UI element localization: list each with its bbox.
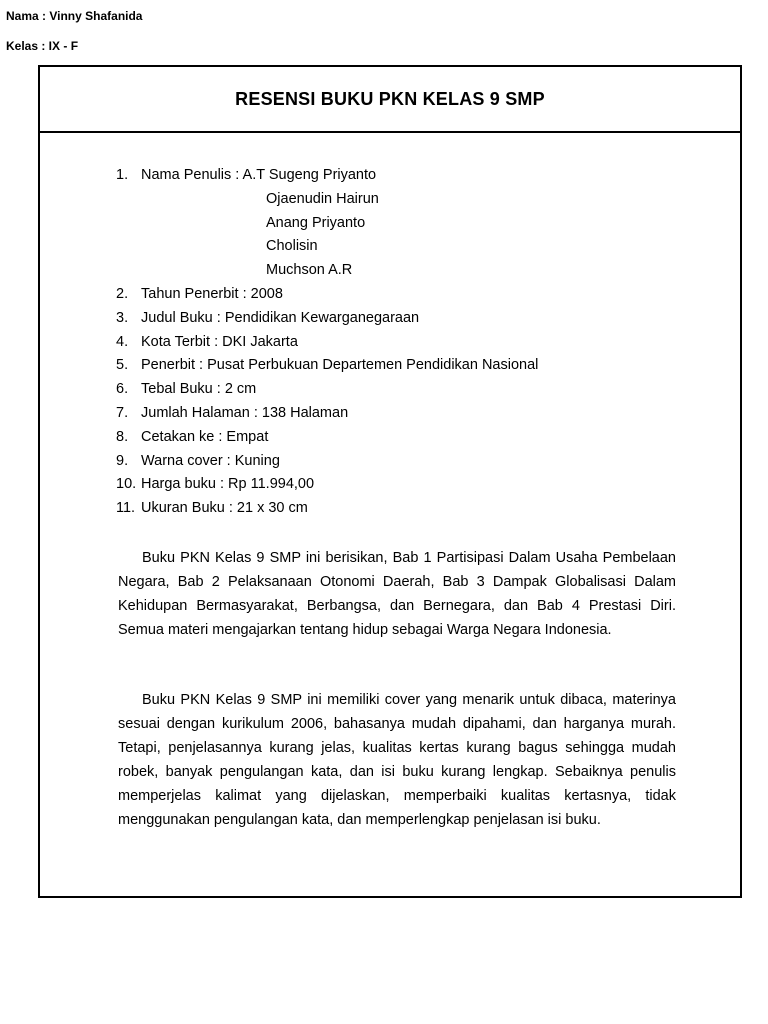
detail-item-pages [116, 402, 676, 426]
detail-text: Jumlah Halaman : 138 Halaman [141, 404, 349, 421]
detail-item-edition [116, 426, 676, 450]
detail-text: Penerbit : Pusat Perbukuan Departemen Pendidikan Nasional [141, 357, 539, 374]
detail-text: Tahun Penerbit : 2008 [141, 285, 283, 302]
detail-number: 4. [116, 333, 129, 350]
detail-item-price [116, 473, 676, 497]
detail-number: 10. [116, 476, 137, 493]
detail-item-title [116, 307, 676, 331]
detail-item-thickness [116, 378, 676, 402]
student-class: Kelas : IX - F [6, 39, 79, 53]
detail-number: 7. [116, 404, 129, 421]
detail-item-year [116, 283, 676, 307]
detail-number: 9. [116, 452, 129, 469]
co-author: Cholisin [266, 238, 318, 255]
detail-number: 2. [116, 285, 129, 302]
detail-number: 5. [116, 357, 129, 374]
review-paragraph-content: Buku PKN Kelas 9 SMP ini berisikan, Bab 1 Partisipasi Dalam Usaha Pembelaan Negara, Bab 2 Pelaksanaan Otonomi Daerah, Bab 3 Dampak Globalisasi Dalam Kehidupan Bermasyarakat, Berbangsa, dan Bernegara, dan Bab 4 Prestasi Diri. Semua materi mengajarkan tentang hidup sebagai Warga Negara Indonesia. [118, 550, 676, 638]
detail-item-publisher [116, 354, 676, 378]
detail-item-author [116, 164, 676, 188]
detail-item-size [116, 497, 676, 521]
detail-text: Cetakan ke : Empat [141, 428, 269, 445]
detail-item-city [116, 331, 676, 355]
title-bar [40, 67, 740, 133]
detail-text: Judul Buku : Pendidikan Kewarganegaraan [141, 309, 420, 326]
review-paragraph-evaluation: Buku PKN Kelas 9 SMP ini memiliki cover yang menarik untuk dibaca, materinya sesuai dengan kurikulum 2006, bahasanya mudah dipahami, dan harganya murah. Tetapi, penjelasannya kurang jelas, kualitas kertas kurang bagus sehingga mudah robek, banyak pengulangan kata, dan isi buku kurang lengkap. Sebaiknya penulis memperjelas kalimat yang dijelaskan, memperbaiki kualitas kertasnya, tidak menggunakan pengulangan kata, dan memperlengkap penjelasan isi buku. [118, 692, 676, 828]
co-author: Ojaenudin Hairun [266, 190, 379, 207]
book-details-list [116, 164, 676, 521]
detail-text: Warna cover : Kuning [141, 452, 280, 469]
detail-text: Tebal Buku : 2 cm [141, 381, 257, 398]
detail-number: 8. [116, 428, 129, 445]
detail-number: 11. [116, 500, 136, 517]
review-title: RESENSI BUKU PKN KELAS 9 SMP [235, 88, 545, 109]
detail-number: 3. [116, 309, 129, 326]
detail-text: Kota Terbit : DKI Jakarta [141, 333, 298, 350]
detail-text: Harga buku : Rp 11.994,00 [141, 476, 315, 493]
detail-item-cover-color [116, 450, 676, 474]
book-review-box [38, 65, 742, 898]
detail-number: 6. [116, 381, 129, 398]
detail-text: Nama Penulis : A.T Sugeng Priyanto [141, 167, 377, 183]
detail-text: Ukuran Buku : 21 x 30 cm [141, 500, 308, 517]
detail-number: 1. [116, 167, 129, 183]
co-author: Muchson A.R [266, 262, 353, 279]
student-name: Nama : Vinny Shafanida [6, 9, 143, 23]
co-author: Anang Priyanto [266, 214, 366, 231]
